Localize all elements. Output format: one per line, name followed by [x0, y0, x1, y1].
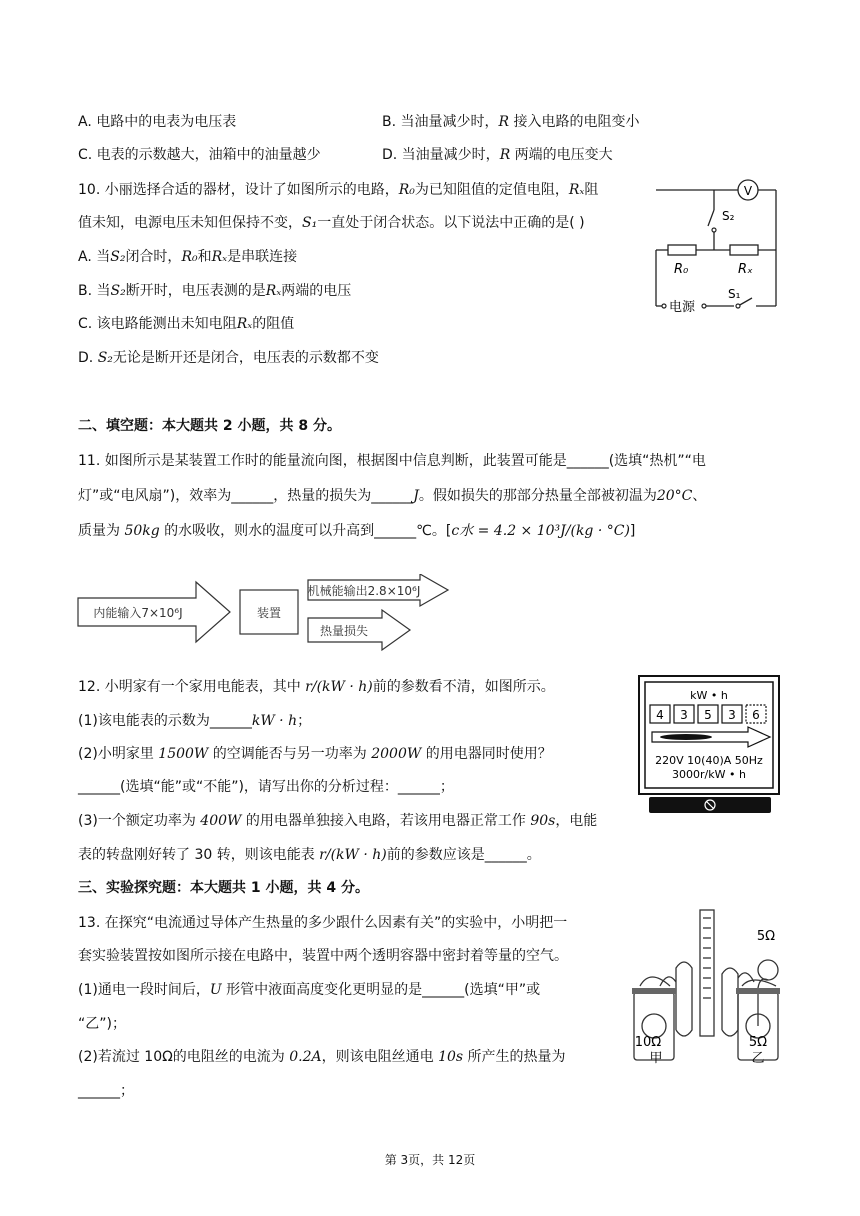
q11-stem-line2: 灯”或“电风扇”)，效率为______，热量的损失为______J。假如损失的那部分热量全部被初温为20°C、	[78, 488, 707, 504]
q9-option-c: C. 电表的示数越大，油箱中的油量越少	[78, 147, 321, 163]
meter-digit: 3	[680, 708, 688, 722]
heat-loss-label: 热量损失	[319, 624, 369, 638]
meter-revolution-label: 3000r/kW • h	[672, 768, 746, 781]
meter-digit: 5	[704, 708, 712, 722]
q13-part2-line2: ______；	[78, 1083, 134, 1099]
q10-option-d: D. S₂无论是断开还是闭合，电压表的示数都不变	[78, 350, 379, 366]
q11-stem-line1: 11. 如图所示是某装置工作时的能量流向图，根据图中信息判断，此装置可能是______(选填“热机”“电	[78, 453, 706, 469]
meter-digit: 6	[752, 708, 760, 722]
resistor-top-label: 5Ω	[756, 929, 776, 944]
q13-part2-line1: (2)若流过 10Ω的电阻丝的电流为 0.2A，则该电阻丝通电 10s 所产生的热量为	[78, 1049, 566, 1065]
meter-digits	[650, 705, 766, 723]
q13-stem-line1: 13. 在探究“电流通过导体产生热量的多少跟什么因素有关”的实验中，小明把一	[78, 915, 568, 931]
q13-part1-line2: “乙”)；	[78, 1016, 126, 1032]
q10-circuit-diagram	[648, 178, 788, 318]
meter-unit-label: kW • h	[690, 689, 728, 702]
q10-option-b: B. 当S₂断开时，电压表测的是Rₓ两端的电压	[78, 283, 352, 299]
meter-rating-label: 220V 10(40)A 50Hz	[655, 754, 763, 767]
page-footer: 第 3页，共 12页	[384, 1153, 476, 1167]
power-source-label: 电源	[669, 300, 696, 315]
s1-label: S₁	[728, 287, 741, 301]
q10-stem-line1: 10. 小丽选择合适的器材，设计了如图所示的电路，R₀为已知阻值的定值电阻，Rₓ阻	[78, 182, 599, 198]
device-label: 装置	[256, 606, 282, 620]
mechanical-output-label: 机械能输出2.8×10⁶J	[307, 584, 421, 598]
section-heading-fill-in: 二、填空题：本大题共 2 小题，共 8 分。	[78, 418, 341, 434]
resistor-left-label: 10Ω	[634, 1035, 662, 1050]
q13-part1-line1: (1)通电一段时间后，U 形管中液面高度变化更明显的是______(选填“甲”或	[78, 982, 541, 998]
meter-digit: 3	[728, 708, 736, 722]
meter-digit: 4	[656, 708, 664, 722]
rx-resistor	[730, 245, 758, 255]
q11-energy-flow-diagram	[76, 574, 456, 664]
resistor-right-label: 5Ω	[748, 1035, 768, 1050]
q12-part2-line1: (2)小明家里 1500W 的空调能否与另一功率为 2000W 的用电器同时使用？	[78, 746, 552, 762]
q12-part1: (1)该电能表的示数为______kW · h；	[78, 713, 312, 729]
container-jia-label: 甲	[649, 1051, 663, 1066]
s2-label: S₂	[722, 209, 735, 223]
q11-stem-line3: 质量为 50kg 的水吸收，则水的温度可以升高到______℃。[c水 = 4.2 × 10³J/(kg · °C)]	[78, 523, 636, 539]
q10-stem-line2: 值未知，电源电压未知但保持不变，S₁一直处于闭合状态。以下说法中正确的是( )	[78, 215, 585, 231]
q12-part3-line1: (3)一个额定功率为 400W 的用电器单独接入电路，若该用电器正常工作 90s，电能	[78, 813, 598, 829]
q9-option-d: D. 当油量减少时，R 两端的电压变大	[382, 147, 613, 163]
q9-option-a: A. 电路中的电表为电压表	[78, 114, 237, 130]
voltmeter-label: V	[743, 184, 753, 198]
r0-resistor	[668, 245, 696, 255]
q9-option-b: B. 当油量减少时，R 接入电路的电阻变小	[382, 114, 640, 130]
r0-label: R₀	[674, 262, 689, 277]
q13-experiment-apparatus	[630, 908, 782, 1068]
rx-label: Rₓ	[738, 262, 753, 277]
q12-electric-meter	[638, 675, 780, 815]
q12-part3-line2: 表的转盘刚好转了 30 转，则该电能表 r/(kW · h)前的参数应该是______。	[78, 847, 541, 863]
q10-option-c: C. 该电路能测出未知电阻Rₓ的阻值	[78, 316, 295, 332]
section-heading-experiment: 三、实验探究题：本大题共 1 小题，共 4 分。	[78, 880, 369, 896]
container-yi-label: 乙	[751, 1051, 765, 1066]
q13-stem-line2: 套实验装置按如图所示接在电路中，装置中两个透明容器中密封着等量的空气。	[78, 948, 568, 964]
energy-input-label: 内能输入7×10⁶J	[93, 606, 183, 620]
q12-stem: 12. 小明家有一个家用电能表，其中 r/(kW · h)前的参数看不清，如图所示。	[78, 679, 555, 695]
q12-part2-line2: ______(选填“能”或“不能”)，请写出你的分析过程：______；	[78, 779, 454, 795]
q10-option-a: A. 当S₂闭合时，R₀和Rₓ是串联连接	[78, 249, 298, 265]
